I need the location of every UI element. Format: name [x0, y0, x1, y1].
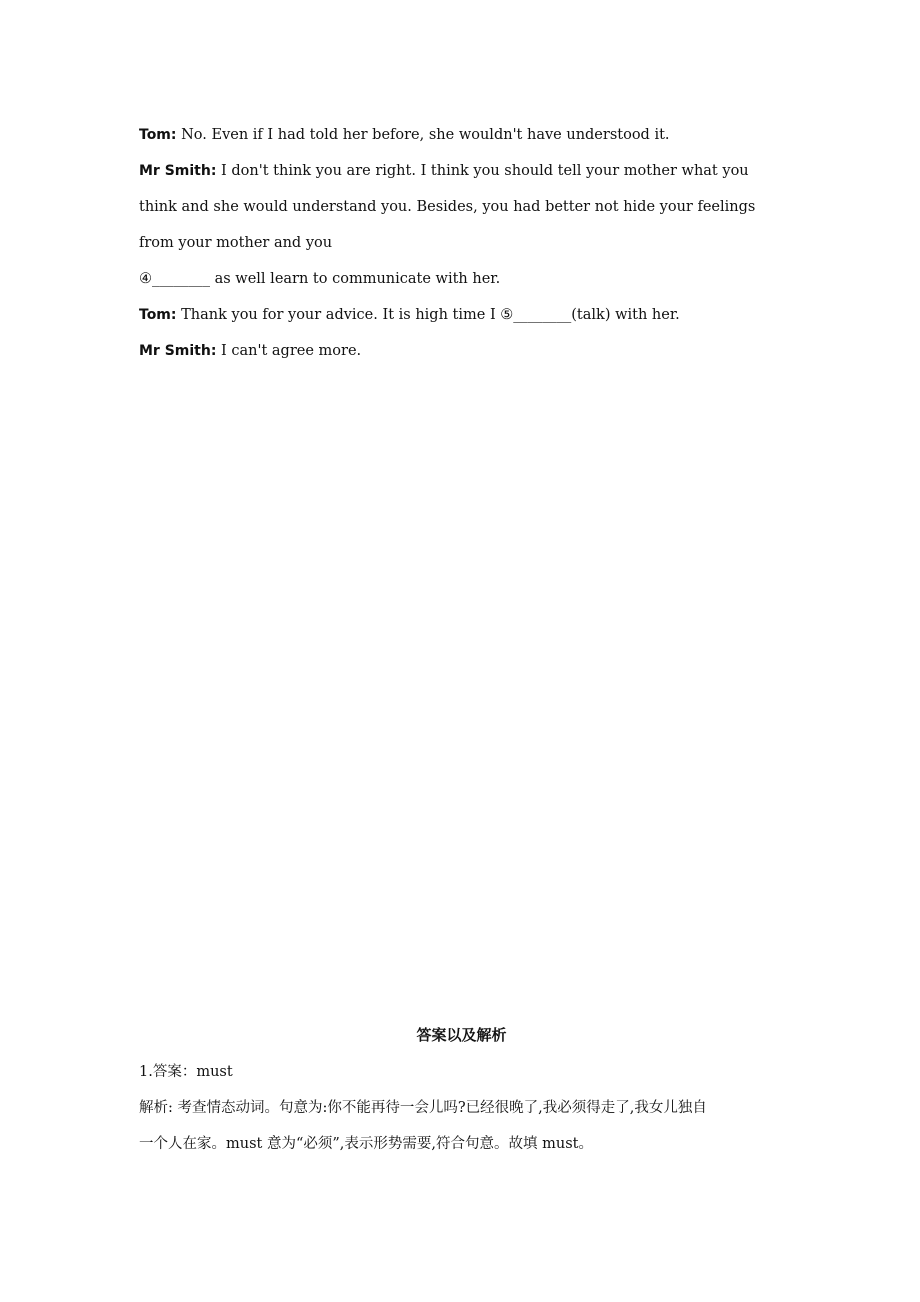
dialogue-line-blank-4 [139, 261, 784, 297]
dialogue-line [139, 225, 784, 261]
dialogue-text: Thank you for your advice. It is high time I ⑤________(talk) with her. [176, 307, 680, 323]
dialogue-text: I don't think you are right. I think you should tell your mother what you [216, 163, 749, 179]
dialogue-text: No. Even if I had told her before, she wouldn't have understood it. [176, 127, 670, 143]
dialogue-text: ④________ as well learn to communicate with her. [139, 271, 501, 287]
dialogue-text: from your mother and you [139, 235, 333, 251]
answers-heading: 答案以及解析 [416, 1026, 507, 1044]
dialogue-text: think and she would understand you. Besides, you had better not hide your feelings [139, 199, 756, 215]
dialogue-line [139, 153, 784, 189]
dialogue-line [139, 117, 784, 153]
analysis-1-line-1: 解析: 考查情态动词。句意为:你不能再待一会儿吗?已经很晚了,我必须得走了,我女儿独自 [139, 1100, 707, 1116]
speaker-name: Tom: [139, 127, 177, 143]
dialogue-section [139, 117, 784, 369]
dialogue-line-blank-5 [139, 297, 784, 333]
speaker-name: Tom: [139, 307, 177, 323]
dialogue-line [139, 333, 784, 369]
answer-1: 1.答案：must [139, 1064, 233, 1080]
dialogue-text: I can't agree more. [216, 343, 362, 359]
answers-section [139, 1020, 784, 1162]
speaker-name: Mr Smith: [139, 163, 217, 179]
speaker-name: Mr Smith: [139, 343, 217, 359]
dialogue-line [139, 189, 784, 225]
analysis-1-line-2: 一个人在家。must 意为“必须”,表示形势需要,符合句意。故填 must。 [139, 1136, 593, 1152]
